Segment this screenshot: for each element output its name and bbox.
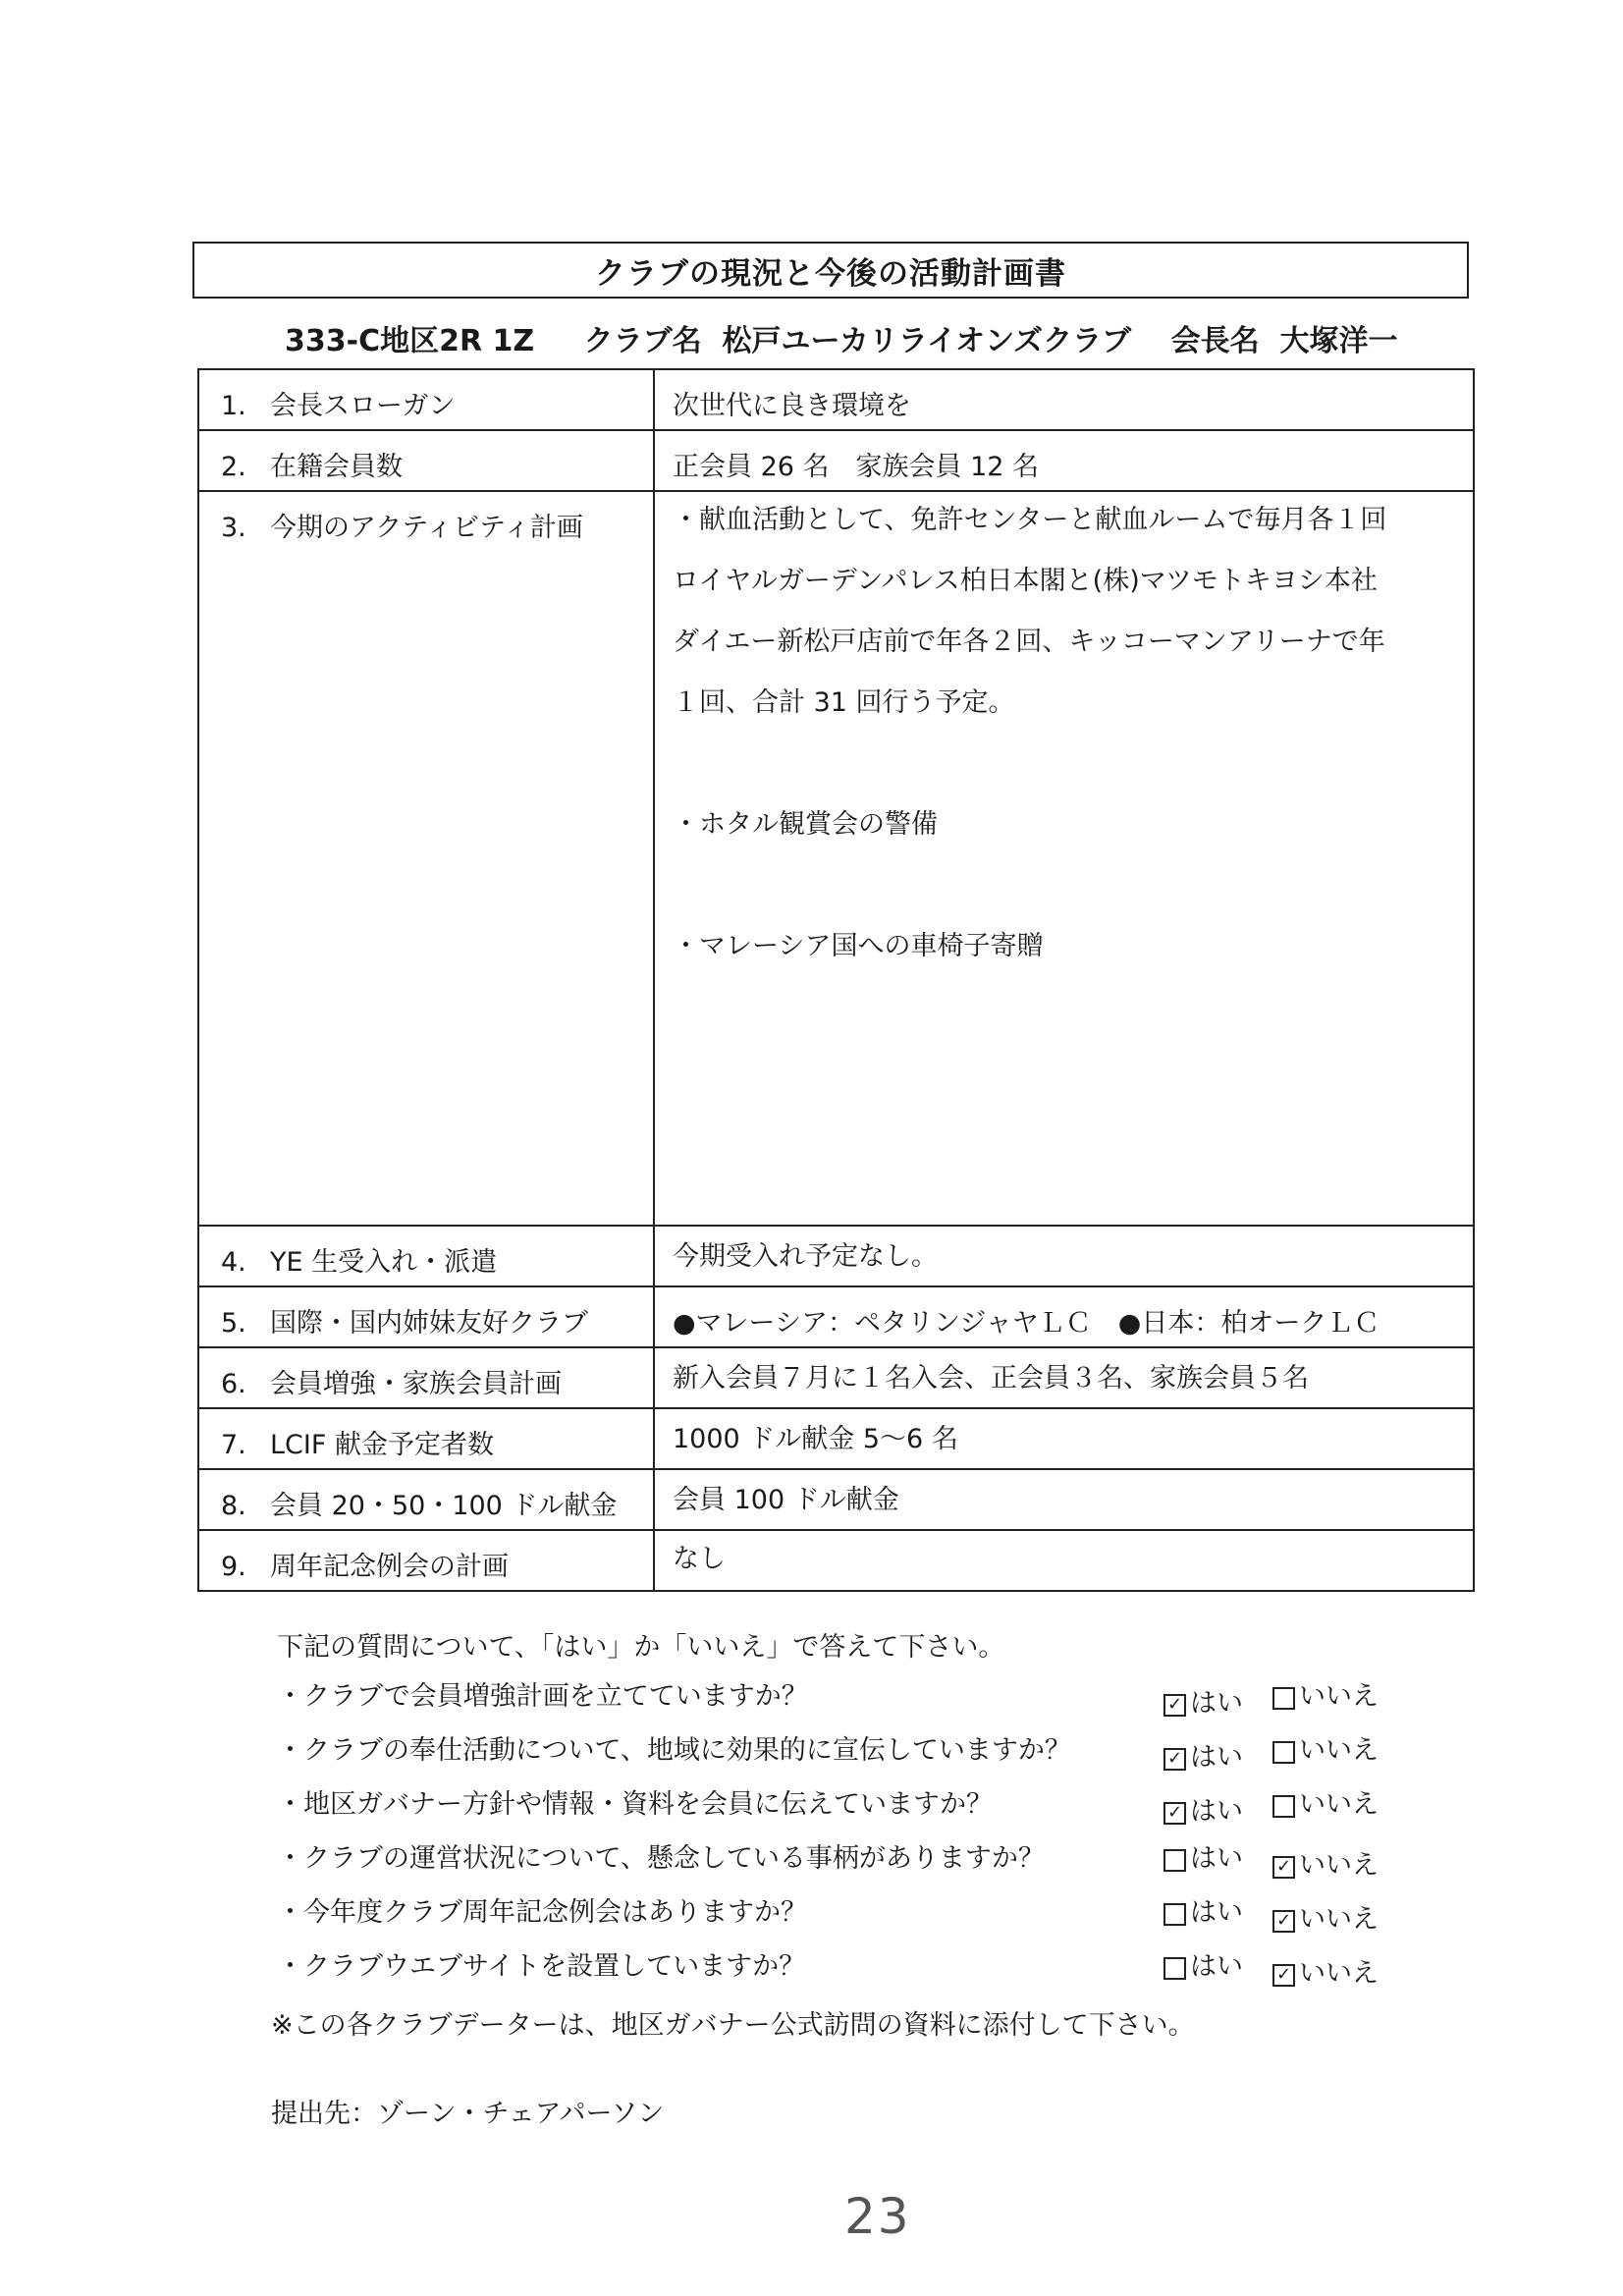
row-number: 3.: [221, 513, 246, 543]
row-label: [198, 1226, 654, 1286]
question-text: ・地区ガバナー方針や情報・資料を会員に伝えていますか？: [277, 1789, 993, 1820]
row-label-text: 会長スローガン: [270, 391, 456, 421]
question-row: [277, 1787, 1455, 1841]
answer-option-yes[interactable]: [1163, 1895, 1243, 1931]
row-label: [198, 430, 654, 491]
question-row: [277, 1841, 1455, 1895]
answer-option-yes[interactable]: [1163, 1740, 1243, 1776]
row-number: 7.: [221, 1430, 246, 1460]
page-number: 23: [844, 2188, 911, 2245]
document-title: [192, 242, 1469, 299]
table-row: [198, 1469, 1474, 1530]
questionnaire-intro: 下記の質問について、「はい」か「いいえ」で答えて下さい。: [277, 1632, 1005, 1663]
answer-label-yes: はい: [1190, 1688, 1243, 1719]
activity-line: １回、合計 31 回行う予定。: [673, 687, 1015, 718]
table-row: [198, 369, 1474, 430]
activity-line: ダイエー新松戸店前で年各２回、キッコーマンアリーナで年: [673, 627, 1385, 657]
answer-option-no[interactable]: [1272, 1956, 1379, 1992]
row-value: [654, 1226, 1474, 1286]
answer-label-yes: はい: [1190, 1843, 1243, 1874]
checkbox-yes[interactable]: ✓: [1163, 1802, 1186, 1825]
row-number: 6.: [221, 1369, 246, 1399]
answer-group: [1163, 1949, 1408, 1992]
activity-line: ・マレーシア国への車椅子寄贈: [673, 931, 1044, 961]
row-label-text: 国際・国内姉妹友好クラブ: [270, 1308, 588, 1339]
answer-label-no: いいえ: [1299, 1681, 1379, 1712]
row-number: 5.: [221, 1308, 246, 1339]
row-value: [654, 1347, 1474, 1408]
answer-label-no: いいえ: [1299, 1958, 1379, 1989]
sister-club-value: ●マレーシア：ペタリンジャヤＬＣ ●日本：柏オークＬＣ: [673, 1308, 1380, 1339]
table-row: [198, 1226, 1474, 1286]
president-name: 大塚洋一: [1279, 324, 1398, 358]
president-group: [1171, 324, 1398, 358]
checkbox-no[interactable]: ✓: [1272, 1910, 1295, 1933]
row-value: [654, 369, 1474, 430]
district-code: 333-C地区2R 1Z: [285, 324, 535, 358]
row-label: [198, 369, 654, 430]
answer-option-yes[interactable]: [1163, 1841, 1243, 1877]
question-text: ・クラブで会員増強計画を立てていますか？: [277, 1681, 808, 1712]
row-label: [198, 1469, 654, 1530]
row-label-text: 在籍会員数: [270, 452, 403, 482]
activity-line: ・ホタル観賞会の警備: [673, 809, 938, 840]
table-row: [198, 1530, 1474, 1591]
activity-line: ロイヤルガーデンパレス柏日本閣と(株)マツモトキヨシ本社: [673, 566, 1378, 596]
question-text: ・今年度クラブ周年記念例会はありますか？: [277, 1897, 807, 1928]
row-label-text: YE 生受入れ・派遣: [270, 1247, 498, 1278]
answer-option-no[interactable]: [1272, 1733, 1379, 1769]
document-title-text: クラブの現況と今後の活動計画書: [595, 255, 1066, 292]
checkbox-no[interactable]: [1272, 1795, 1295, 1818]
answer-label-yes: はい: [1190, 1897, 1243, 1928]
row-value: [654, 1469, 1474, 1530]
answer-label-yes: はい: [1190, 1742, 1243, 1773]
ye-value: 今期受入れ予定なし。: [673, 1241, 938, 1272]
answer-group: [1163, 1733, 1408, 1776]
attachment-note: ※この各クラブデーターは、地区ガバナー公式訪問の資料に添付して下さい。: [271, 2010, 1195, 2041]
answer-label-no: いいえ: [1299, 1735, 1379, 1766]
answer-option-no[interactable]: [1272, 1902, 1379, 1938]
row-label-text: 今期のアクティビティ計画: [270, 513, 583, 543]
answer-option-yes[interactable]: [1163, 1794, 1243, 1830]
answer-group: [1163, 1787, 1408, 1830]
row-number: 1.: [221, 391, 246, 421]
answer-group: [1163, 1679, 1408, 1722]
activity-line: ・献血活動として、免許センターと献血ルームで毎月各１回: [673, 505, 1387, 535]
table-row: [198, 1347, 1474, 1408]
answer-option-no[interactable]: [1272, 1787, 1379, 1823]
club-name-group: [584, 324, 1132, 358]
table-row: [198, 491, 1474, 1226]
question-text: ・クラブウエブサイトを設置していますか？: [277, 1951, 806, 1982]
checkbox-no[interactable]: [1272, 1741, 1295, 1764]
activity-plan-cell: [654, 491, 1474, 1226]
answer-group: [1163, 1841, 1408, 1884]
table-row: [198, 430, 1474, 491]
table-row: [198, 1286, 1474, 1347]
answer-option-no[interactable]: [1272, 1679, 1379, 1715]
checkbox-no[interactable]: [1272, 1687, 1295, 1710]
president-label: 会長名: [1170, 324, 1260, 358]
answer-option-no[interactable]: [1272, 1848, 1379, 1884]
member-count-value: 正会員 26 名 家族会員 12 名: [673, 452, 1040, 482]
checkbox-yes[interactable]: [1163, 1849, 1186, 1872]
submit-to: 提出先：ゾーン・チェアパーソン: [271, 2099, 665, 2129]
row-label-text: 周年記念例会の計画: [270, 1552, 509, 1582]
slogan-value: 次世代に良き環境を: [673, 391, 911, 421]
question-row: [277, 1949, 1455, 2003]
checkbox-no[interactable]: ✓: [1272, 1964, 1295, 1987]
question-list: [277, 1679, 1455, 2003]
row-value: [654, 430, 1474, 491]
answer-option-yes[interactable]: [1163, 1949, 1243, 1985]
row-number: 4.: [221, 1247, 246, 1278]
membership-plan-value: 新入会員７月に１名入会、正会員３名、家族会員５名: [673, 1363, 1309, 1394]
answer-group: [1163, 1895, 1408, 1938]
question-row: [277, 1895, 1455, 1949]
row-label: [198, 1286, 654, 1347]
club-name: 松戸ユーカリライオンズクラブ: [722, 324, 1132, 358]
question-text: ・クラブの運営状況について、懸念している事柄がありますか？: [277, 1843, 1045, 1874]
lcif-value: 1000 ドル献金 5～6 名: [673, 1424, 958, 1454]
row-label: [198, 491, 654, 1226]
row-label: [198, 1408, 654, 1469]
row-value: [654, 1408, 1474, 1469]
question-row: [277, 1733, 1455, 1787]
answer-label-yes: はい: [1190, 1796, 1243, 1827]
answer-label-no: いいえ: [1299, 1850, 1379, 1881]
row-label-text: 会員 20・50・100 ドル献金: [270, 1491, 618, 1521]
club-label: クラブ名: [583, 324, 702, 358]
answer-label-no: いいえ: [1299, 1789, 1379, 1820]
question-row: [277, 1679, 1455, 1733]
row-number: 2.: [221, 452, 246, 482]
row-value: [654, 1530, 1474, 1591]
answer-label-yes: はい: [1190, 1951, 1243, 1982]
row-number: 9.: [221, 1552, 246, 1582]
row-label-text: 会員増強・家族会員計画: [270, 1369, 562, 1399]
checkbox-yes[interactable]: [1163, 1957, 1186, 1980]
row-value: [654, 1286, 1474, 1347]
table-row: [198, 1408, 1474, 1469]
checkbox-yes[interactable]: [1163, 1903, 1186, 1926]
donation-value: 会員 100 ドル献金: [673, 1485, 899, 1515]
answer-label-no: いいえ: [1299, 1904, 1379, 1935]
anniversary-value: なし: [673, 1544, 726, 1574]
club-status-table: [197, 368, 1475, 1592]
answer-option-yes[interactable]: [1163, 1686, 1243, 1722]
row-number: 8.: [221, 1491, 246, 1521]
question-text: ・クラブの奉仕活動について、地域に効果的に宣伝していますか？: [277, 1735, 1071, 1766]
row-label: [198, 1530, 654, 1591]
checkbox-no[interactable]: ✓: [1272, 1856, 1295, 1879]
row-label-text: LCIF 献金予定者数: [270, 1430, 494, 1460]
questionnaire: [277, 1630, 1455, 2003]
row-label: [198, 1347, 654, 1408]
checkbox-yes[interactable]: ✓: [1163, 1748, 1186, 1771]
checkbox-yes[interactable]: ✓: [1163, 1694, 1186, 1717]
club-header: [285, 316, 1463, 359]
